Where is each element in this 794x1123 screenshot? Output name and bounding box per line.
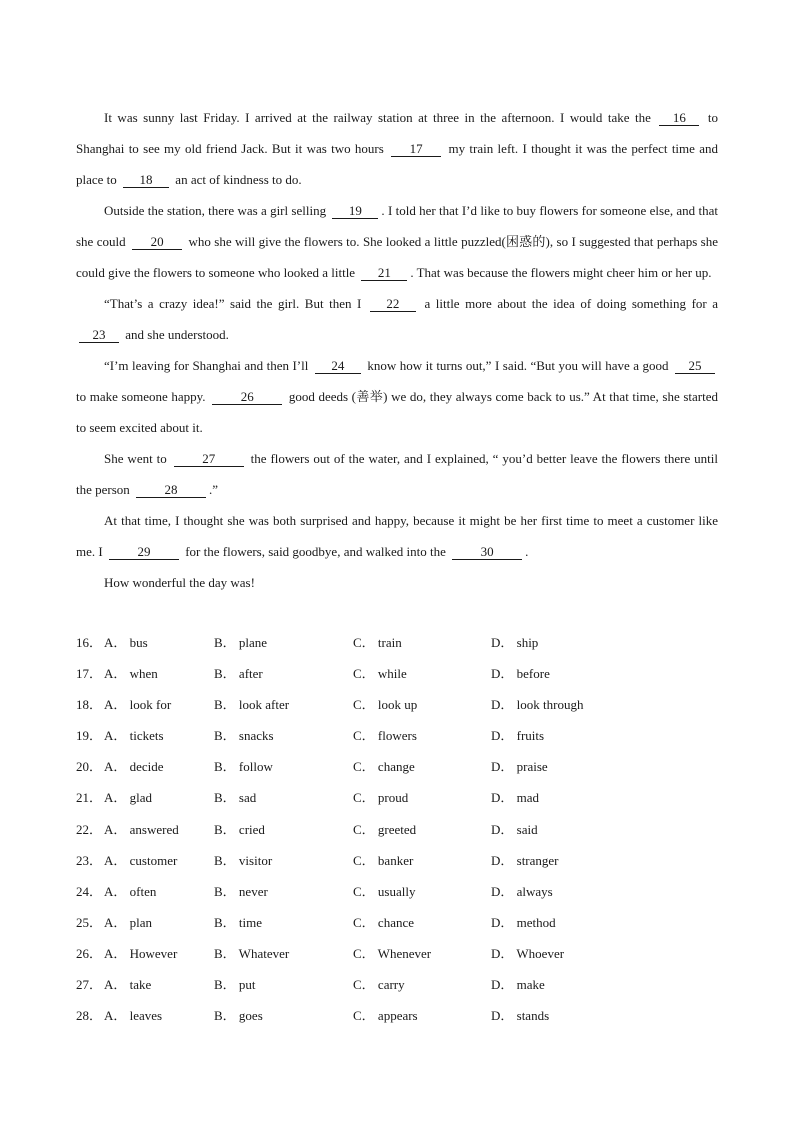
option-d: D． ship (491, 635, 539, 650)
option-b: B． Whatever (214, 945, 290, 961)
option-b: B． after (214, 666, 263, 682)
passage-text: for the flowers, said goodbye, and walked into the (185, 544, 446, 559)
option-b: B． goes (214, 1008, 263, 1024)
option-c: C． flowers (353, 728, 417, 744)
blank-29: 29 (109, 544, 179, 560)
question-number: 25． (76, 914, 103, 930)
passage-text: At that time, I thought she was both surprised and happy, because it might be her first time to meet a customer like me. I (76, 513, 718, 559)
option-b: B． follow (214, 759, 273, 775)
question-24 (76, 876, 718, 907)
paragraph-3 (76, 288, 718, 350)
question-21 (76, 782, 718, 813)
question-26 (76, 938, 718, 969)
option-a: A． take (104, 977, 152, 993)
option-a: A． leaves (104, 1008, 163, 1024)
option-b: B． plane (214, 635, 268, 650)
option-a: A． bus (104, 635, 148, 650)
question-number: 17． (76, 666, 103, 682)
passage-text: . That was because the flowers might cheer him or her up. (410, 265, 712, 280)
option-d: D． fruits (491, 728, 545, 744)
question-number: 27． (76, 977, 103, 993)
option-b: B． visitor (214, 852, 273, 868)
question-number: 20． (76, 759, 103, 775)
option-a: A． plan (104, 914, 153, 930)
passage-text: . I told her that I’d like to buy flowers for someone else, and that she could (76, 203, 718, 249)
question-number: 21． (76, 790, 103, 806)
question-25 (76, 907, 718, 938)
passage-text: She went to (104, 451, 167, 466)
passage-text: and she understood. (125, 327, 229, 342)
option-d: D． look through (491, 697, 584, 713)
paragraph-1 (76, 102, 718, 195)
option-d: D． before (491, 666, 550, 682)
cloze-passage (76, 102, 718, 598)
option-d: D． Whoever (491, 945, 565, 961)
option-d: D． stands (491, 1008, 550, 1024)
blank-28: 28 (136, 482, 206, 498)
question-18 (76, 689, 718, 720)
passage-text: “That’s a crazy idea!” said the girl. But then I (104, 296, 362, 311)
passage-text: the flowers out of the water, and I explained, “ you’d better leave the flowers there until the person (76, 451, 718, 497)
answer-options (76, 627, 718, 1031)
option-c: C． train (353, 635, 402, 650)
question-number: 23． (76, 852, 103, 868)
option-d: D． mad (491, 790, 540, 806)
option-a: A． glad (104, 790, 153, 806)
question-16 (76, 627, 718, 658)
option-c: C． Whenever (353, 945, 432, 961)
question-number: 18． (76, 697, 103, 713)
option-b: B． time (214, 914, 263, 930)
question-28 (76, 1000, 718, 1031)
question-19 (76, 720, 718, 751)
blank-30: 30 (452, 544, 522, 560)
passage-text: “I’m leaving for Shanghai and then I’ll (104, 358, 309, 373)
option-c: C． chance (353, 914, 415, 930)
passage-text: my train left. I thought it was the perfect time and place to (76, 141, 719, 187)
passage-text: an act of kindness to do. (175, 172, 302, 187)
blank-20: 20 (132, 234, 182, 250)
question-number: 28． (76, 1008, 103, 1024)
passage-text: How wonderful the day was! (104, 575, 255, 590)
passage-text: know how it turns out,” I said. “But you will have a good (367, 358, 669, 373)
option-a: A． look for (104, 697, 172, 713)
option-b: B． sad (214, 790, 257, 806)
option-c: C． usually (353, 883, 416, 899)
option-b: B． put (214, 977, 256, 993)
question-23 (76, 845, 718, 876)
paragraph-4 (76, 350, 718, 443)
option-d: D． said (491, 821, 538, 837)
blank-25: 25 (675, 358, 715, 374)
option-b: B． snacks (214, 728, 274, 744)
passage-text: to make someone happy. (76, 389, 206, 404)
option-a: A． when (104, 666, 158, 682)
option-a: A． answered (104, 821, 179, 837)
passage-text: a little more about the idea of doing something for a (424, 296, 719, 311)
option-c: C． while (353, 666, 407, 682)
option-a: A． often (104, 883, 157, 899)
paragraph-6 (76, 505, 718, 567)
option-a: A． tickets (104, 728, 164, 744)
option-c: C． carry (353, 977, 405, 993)
option-c: C． greeted (353, 821, 417, 837)
option-c: C． proud (353, 790, 409, 806)
option-d: D． method (491, 914, 556, 930)
blank-22: 22 (370, 296, 416, 312)
paragraph-5 (76, 443, 718, 505)
passage-text: good deeds (善举) we do, they always come back to us.” At that time, she started to seem excited about it. (76, 389, 719, 435)
option-a: A． decide (104, 759, 164, 775)
paragraph-7 (76, 567, 718, 598)
option-b: B． cried (214, 821, 265, 837)
question-number: 22． (76, 821, 103, 837)
blank-18: 18 (123, 172, 169, 188)
blank-19: 19 (332, 203, 378, 219)
question-number: 16． (76, 635, 103, 650)
question-27 (76, 969, 718, 1000)
option-b: B． never (214, 883, 268, 899)
blank-16: 16 (659, 110, 699, 126)
option-b: B． look after (214, 697, 290, 713)
passage-text: to Shanghai to see my old friend Jack. But it was two hours (76, 110, 718, 156)
question-22 (76, 814, 718, 845)
blank-27: 27 (174, 451, 244, 467)
passage-text: .” (209, 482, 219, 497)
question-17 (76, 658, 718, 689)
option-d: D． make (491, 977, 545, 993)
passage-text: It was sunny last Friday. I arrived at the railway station at three in the afternoon. I would take the (104, 110, 651, 125)
option-c: C． change (353, 759, 415, 775)
passage-text: Outside the station, there was a girl selling (104, 203, 327, 218)
blank-26: 26 (212, 389, 282, 405)
question-20 (76, 751, 718, 782)
question-number: 24． (76, 883, 103, 899)
blank-23: 23 (79, 327, 119, 343)
option-d: D． stranger (491, 852, 559, 868)
option-a: A． customer (104, 852, 178, 868)
question-number: 26． (76, 945, 103, 961)
blank-17: 17 (391, 141, 441, 157)
question-number: 19． (76, 728, 103, 744)
passage-text: . (525, 544, 529, 559)
blank-21: 21 (361, 265, 407, 281)
blank-24: 24 (315, 358, 361, 374)
option-d: D． praise (491, 759, 548, 775)
option-c: C． banker (353, 852, 414, 868)
option-a: A． However (104, 945, 178, 961)
paragraph-2 (76, 195, 718, 288)
option-c: C． appears (353, 1008, 418, 1024)
passage-text: who she will give the flowers to. She looked a little puzzled(困惑的), so I suggested that perhaps she could give the flowers to someone who looked a little (76, 234, 719, 280)
option-c: C． look up (353, 697, 418, 713)
option-d: D． always (491, 883, 553, 899)
